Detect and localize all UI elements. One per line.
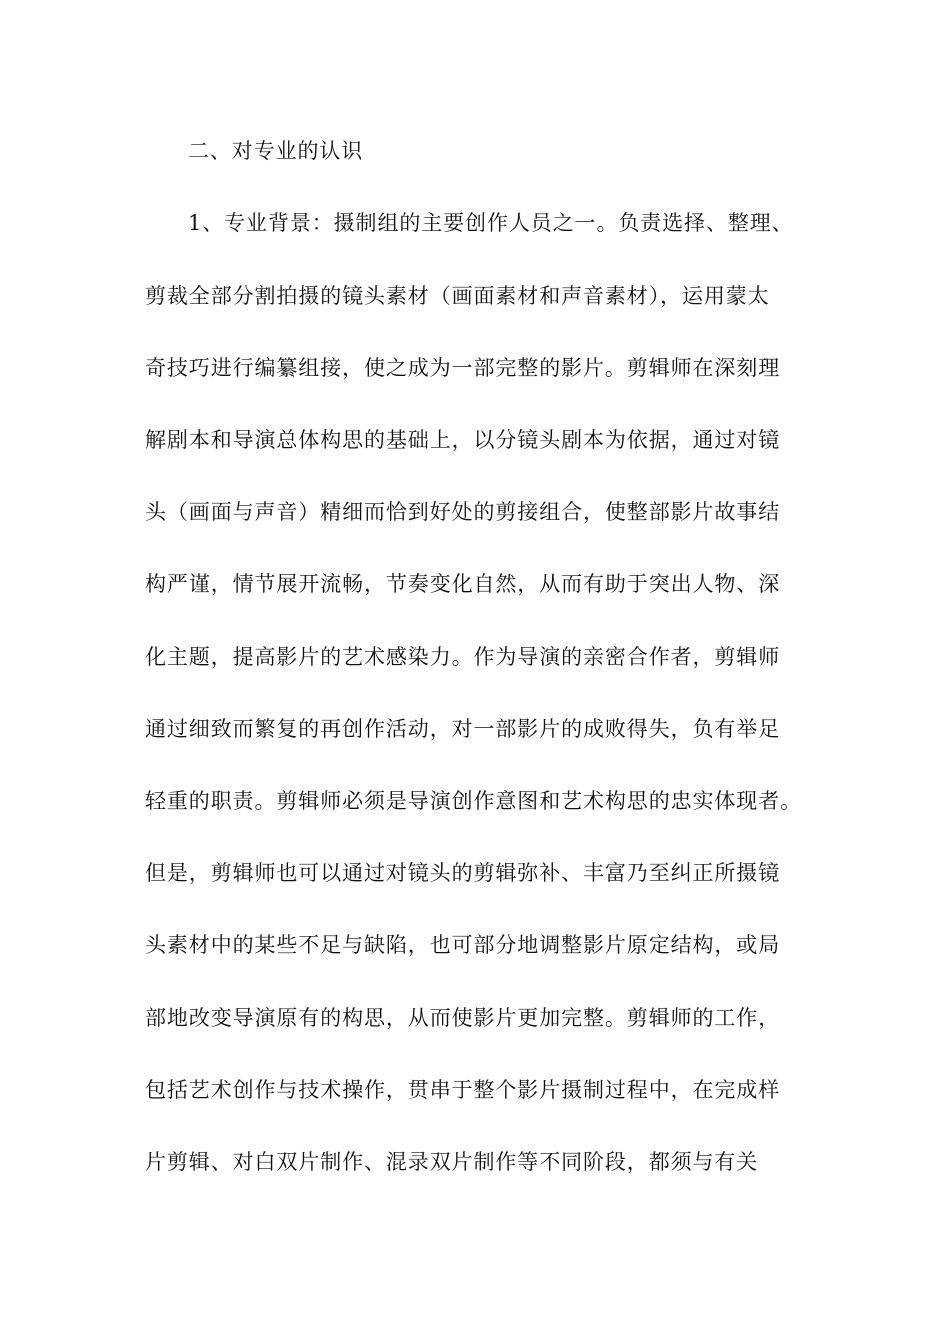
section-heading: 二、对专业的认识 <box>188 139 364 163</box>
paragraph-line: 头（画面与声音）精细而恰到好处的剪接组合，使整部影片故事结 <box>145 500 781 524</box>
paragraph-line: 剪裁全部分割拍摄的镜头素材（画面素材和声音素材），运用蒙太 <box>145 284 770 308</box>
paragraph-line: 通过细致而繁复的再创作活动，对一部影片的成败得失，负有举足 <box>145 717 781 741</box>
paragraph-line: 轻重的职责。剪辑师必须是导演创作意图和艺术构思的忠实体现者。 <box>145 789 802 813</box>
paragraph-line: 奇技巧进行编纂组接，使之成为一部完整的影片。剪辑师在深刻理 <box>145 356 781 380</box>
paragraph-line: 部地改变导演原有的构思，从而使影片更加完整。剪辑师的工作， <box>145 1006 781 1030</box>
paragraph-line: 但是，剪辑师也可以通过对镜头的剪辑弥补、丰富乃至纠正所摄镜 <box>145 861 781 885</box>
paragraph-line: 包括艺术创作与技术操作，贯串于整个影片摄制过程中，在完成样 <box>145 1078 781 1102</box>
paragraph-line: 构严谨，情节展开流畅，节奏变化自然，从而有助于突出人物、深 <box>145 572 781 596</box>
paragraph-line: 1、专业背景：摄制组的主要创作人员之一。负责选择、整理、 <box>188 211 794 235</box>
paragraph-line: 化主题，提高影片的艺术感染力。作为导演的亲密合作者，剪辑师 <box>145 645 781 669</box>
paragraph-line: 解剧本和导演总体构思的基础上，以分镜头剧本为依据，通过对镜 <box>145 428 781 452</box>
paragraph-line: 头素材中的某些不足与缺陷，也可部分地调整影片原定结构，或局 <box>145 933 781 957</box>
paragraph-line: 片剪辑、对白双片制作、混录双片制作等不同阶段，都须与有关 <box>145 1150 759 1174</box>
